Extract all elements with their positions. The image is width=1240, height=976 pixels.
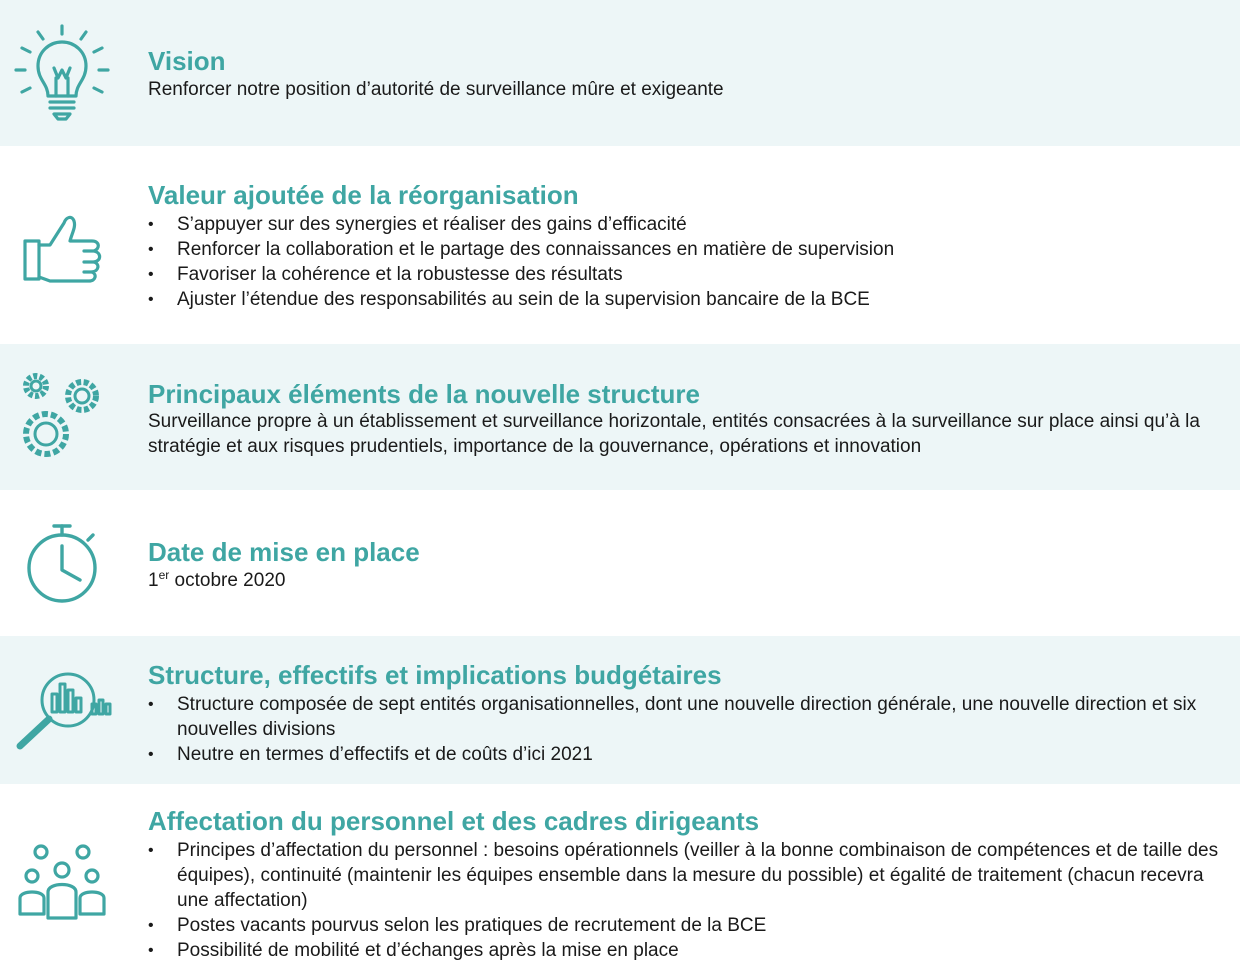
section-value-added: [0, 146, 1240, 344]
list-item: • Ajuster l’étendue des responsabilités au sein de la supervision bancaire de la BCE: [148, 287, 1223, 312]
magnifier-chart-icon: [12, 660, 112, 760]
list-item: • Favoriser la cohérence et la robustesse des résultats: [148, 262, 1223, 287]
thumbs-up-icon: [12, 201, 112, 301]
section-text: Surveillance propre à un établissement et surveillance horizontale, entités consacrées à la surveillance sur place ainsi qu’à la stratégie et aux risques prudentiels, importance de la gouvernance, opérations et innovation: [148, 411, 1200, 457]
section-title: Vision: [148, 46, 226, 76]
section-title: Principaux éléments de la nouvelle structure: [148, 379, 700, 409]
list-item: • Postes vacants pourvus selon les pratiques de recrutement de la BCE: [148, 913, 1223, 938]
section-text: Renforcer notre position d’autorité de surveillance mûre et exigeante: [148, 79, 724, 100]
list-item: • Structure composée de sept entités organisationnelles, dont une nouvelle direction générale, une nouvelle direction et six nouvelles divisions: [148, 692, 1223, 742]
section-title: Structure, effectifs et implications budgétaires: [148, 660, 722, 690]
bullet-list: [148, 838, 1223, 963]
bullet-list: [148, 692, 1223, 767]
section-vision: [0, 0, 1240, 146]
section-title: Date de mise en place: [148, 537, 420, 567]
bullet-list: [148, 212, 1223, 312]
section-budget: [0, 636, 1240, 784]
list-item: • Principes d’affectation du personnel : besoins opérationnels (veiller à la bonne combinaison de compétences et de taille des équipes), continuité (maintenir les équipes ensemble dans la mesure du possible) et égalité de traitement (chacun recevra une affectation): [148, 838, 1223, 913]
stopwatch-icon: [12, 518, 112, 618]
date-ordinal: er: [158, 568, 170, 582]
list-item: • S’appuyer sur des synergies et réaliser des gains d’efficacité: [148, 212, 1223, 237]
launch-date: [148, 568, 1223, 593]
section-key-elements: [0, 344, 1240, 490]
section-title: Affectation du personnel et des cadres dirigeants: [148, 806, 760, 836]
people-group-icon: [12, 836, 112, 936]
date-rest: octobre 2020: [169, 570, 286, 591]
section-staff-allocation: [0, 784, 1240, 976]
list-item: • Renforcer la collaboration et le partage des connaissances en matière de supervision: [148, 237, 1223, 262]
list-item: • Possibilité de mobilité et d’échanges après la mise en place: [148, 938, 1223, 963]
date-day: 1: [148, 570, 159, 591]
lightbulb-icon: [12, 22, 112, 122]
list-item: • Neutre en termes d’effectifs et de coûts d’ici 2021: [148, 742, 1223, 767]
section-title: Valeur ajoutée de la réorganisation: [148, 180, 579, 210]
gears-icon: [12, 366, 112, 466]
section-launch-date: [0, 490, 1240, 636]
